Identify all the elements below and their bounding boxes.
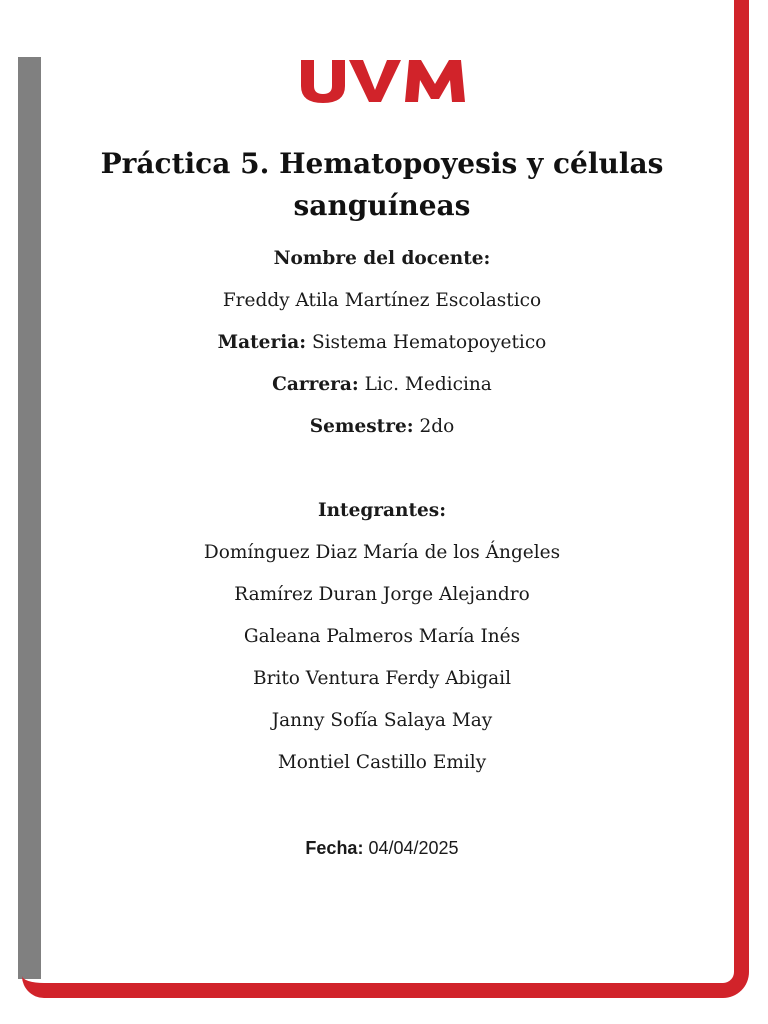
carrera-line [46,372,718,398]
semestre-line [46,414,718,440]
member-item: Galeana Palmeros María Inés [243,626,521,647]
semestre-label: Semestre: [309,416,414,437]
materia-label: Materia: [217,332,307,353]
member-item: Montiel Castillo Emily [277,752,487,773]
fecha-label: Fecha: [305,838,364,858]
member-item: Brito Ventura Ferdy Abigail [252,668,512,689]
fecha-value: 04/04/2025 [368,838,459,858]
member-item: Domínguez Diaz María de los Ángeles [203,542,561,563]
docente-label: Nombre del docente: [273,248,491,269]
uvm-logo-icon [297,56,467,106]
docente-value-line [46,288,718,314]
uvm-logo [46,56,718,110]
member-item: Ramírez Duran Jorge Alejandro [234,584,530,605]
member-item: Janny Sofía Salaya May [271,710,493,731]
cover-content [46,0,718,1000]
page-title: Práctica 5. Hematopoyesis y células sanguíneas [100,147,664,222]
fecha-line [46,835,718,861]
carrera-value: Lic. Medicina [364,374,492,395]
integrantes-label: Integrantes: [317,500,447,521]
docente-label-line [46,246,718,272]
materia-value: Sistema Hematopoyetico [311,332,547,353]
semestre-value: 2do [419,416,455,437]
docente-name: Freddy Atila Martínez Escolastico [222,290,542,311]
materia-line [46,330,718,356]
integrantes-label-line [46,498,718,524]
carrera-label: Carrera: [272,374,359,395]
